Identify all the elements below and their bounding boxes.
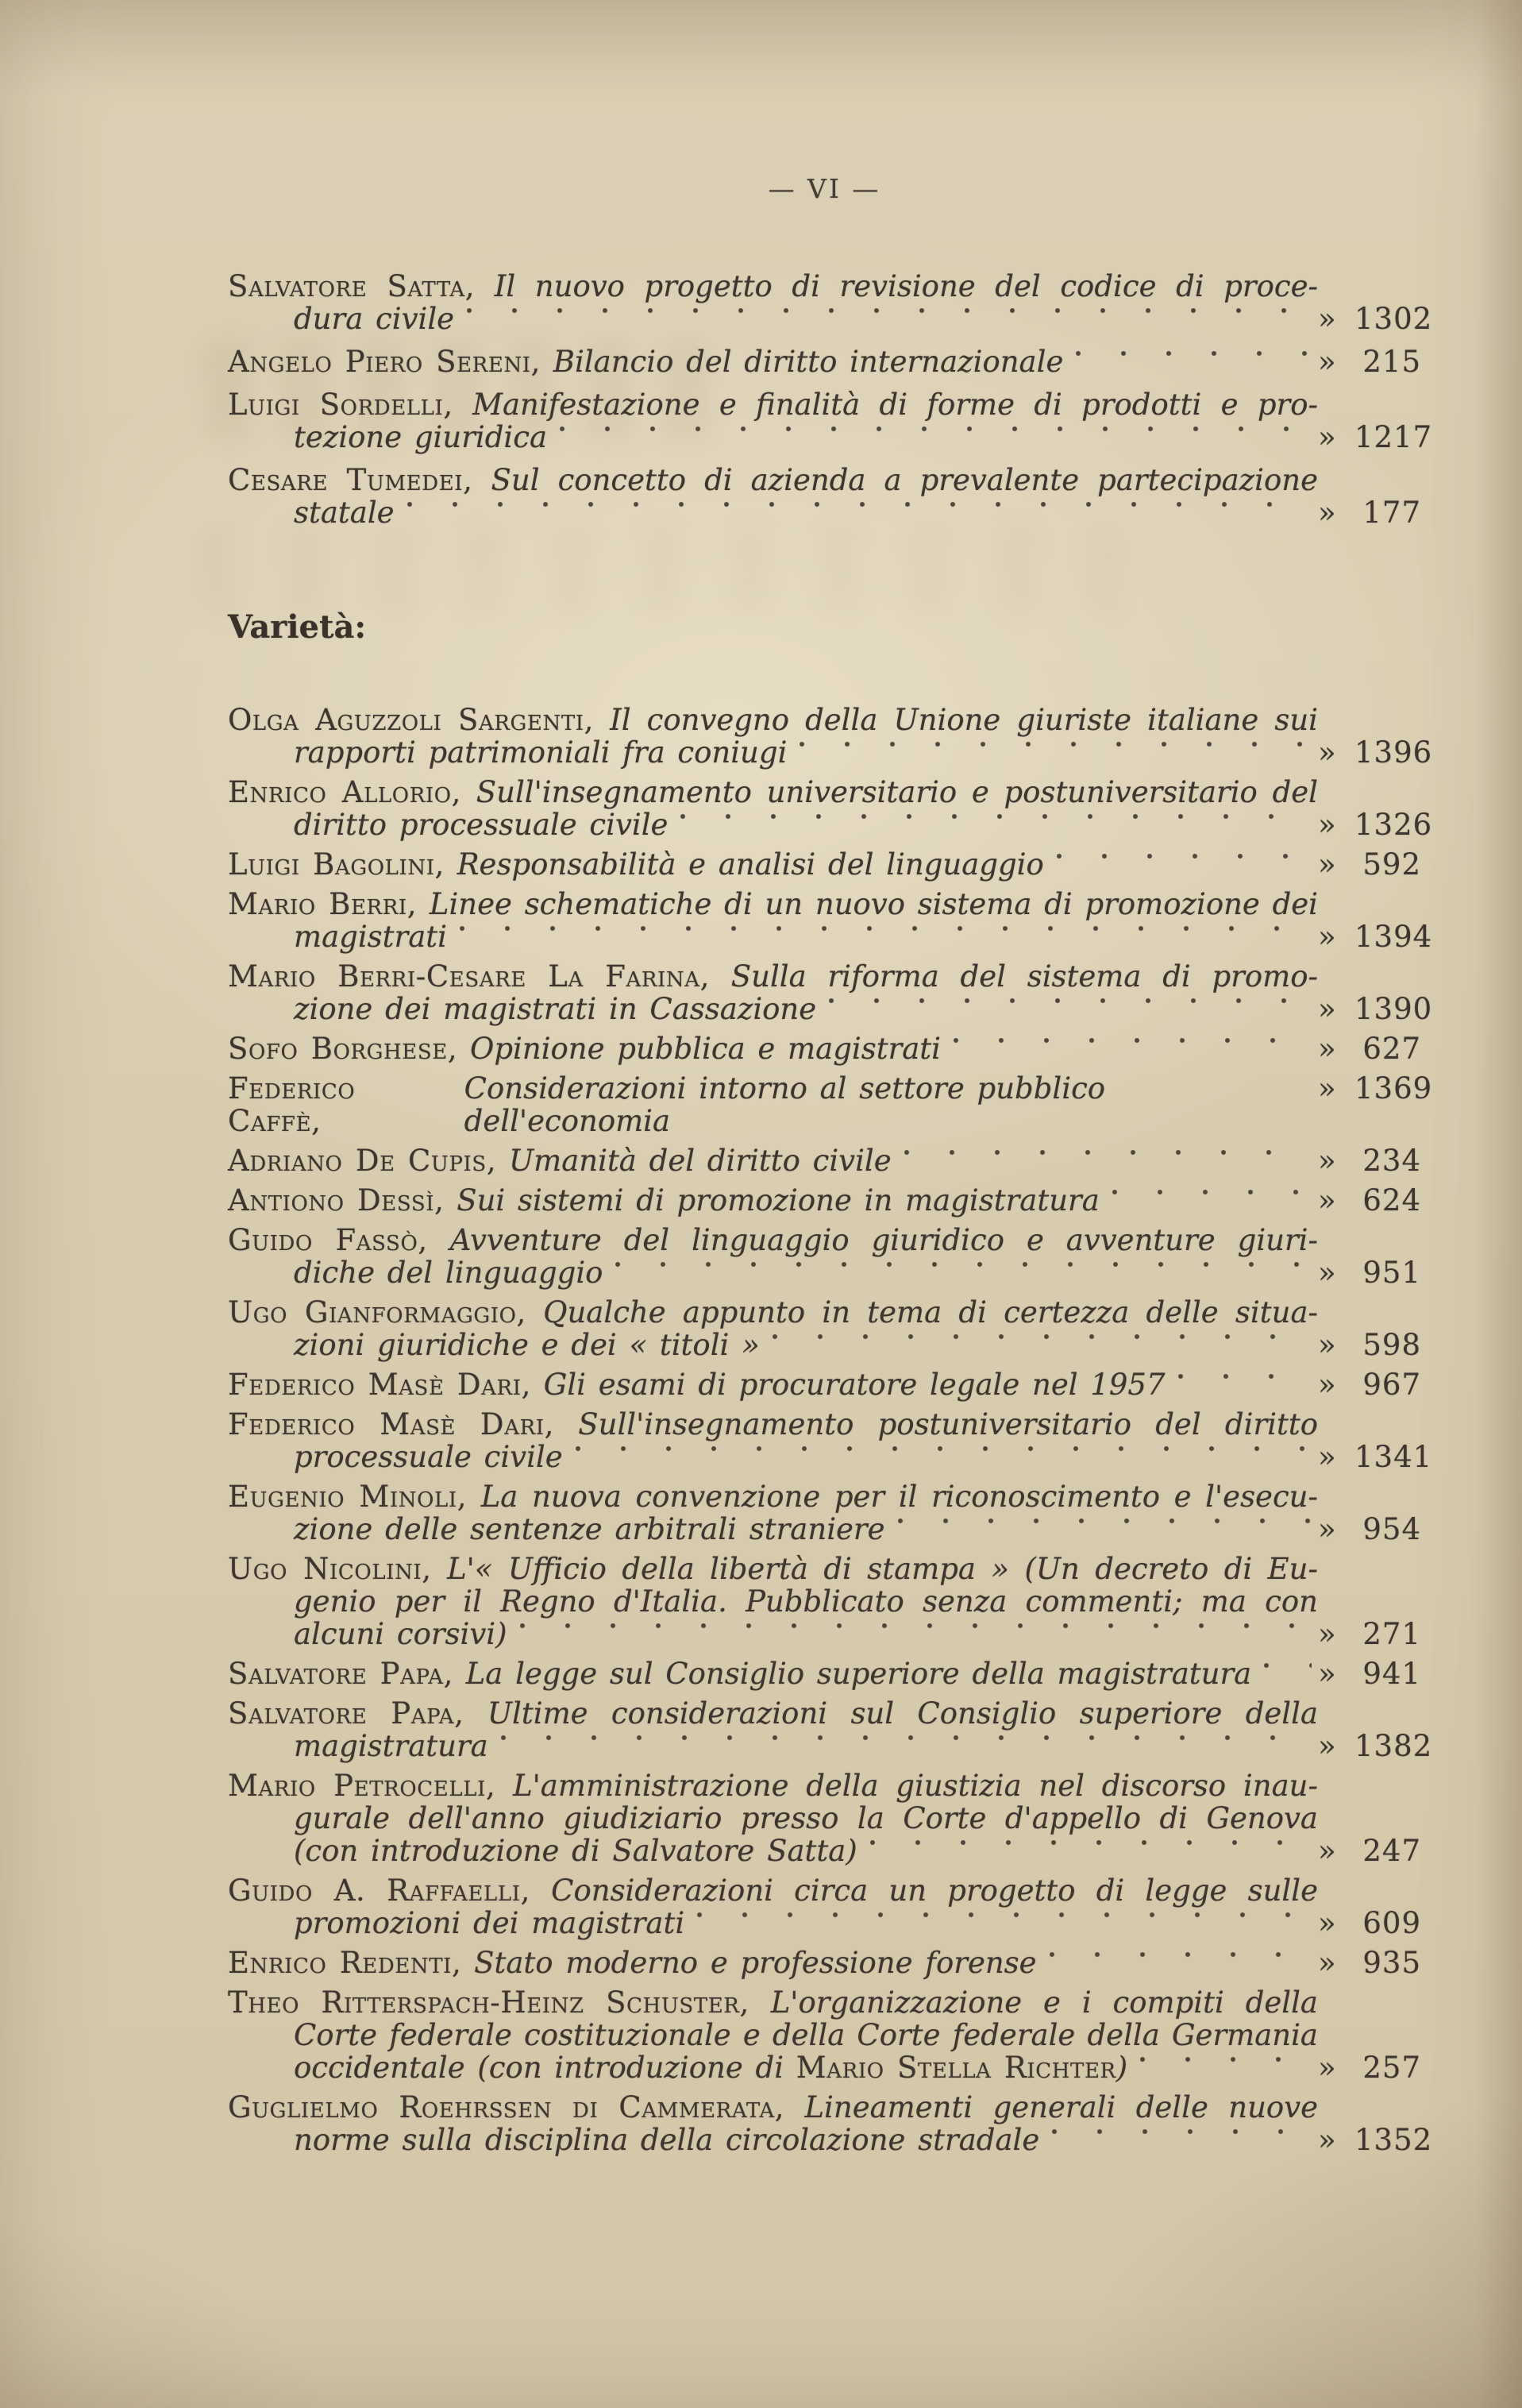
dot-leader <box>1178 1374 1312 1401</box>
toc-entry-page: 627 <box>1362 1032 1421 1066</box>
page-column-marker: » <box>1318 1617 1336 1651</box>
toc-entry-title: statale <box>294 496 395 530</box>
toc-entry-title: processuale civile <box>294 1440 563 1474</box>
toc-entry-title: Sull'insegnamento postuniversitario del diritto <box>578 1407 1318 1441</box>
toc-entry-first-line <box>228 464 1318 496</box>
toc-entry-page: 592 <box>1362 847 1421 882</box>
toc-entry-page: 1394 <box>1354 920 1433 954</box>
toc-entry <box>228 959 1433 1026</box>
toc-entry-title: L'amministrazione della giustizia nel discorso inau- <box>513 1769 1318 1803</box>
toc-entry-first-line <box>228 1874 1318 1907</box>
toc-entry-author: Mario Berri, <box>228 887 418 921</box>
toc-entry-line <box>228 1368 1421 1401</box>
toc-entry <box>228 703 1433 770</box>
toc-entry-title: Responsabilità e analisi del linguaggio <box>457 847 1044 882</box>
toc-entry-title: Il convegno della Unione giuriste italiane sui <box>610 703 1318 737</box>
toc-entry-title: zione dei magistrati in Cassazione <box>294 992 817 1026</box>
page-column-marker: » <box>1318 1144 1336 1178</box>
toc-entry-author: Angelo Piero Sereni, <box>228 345 541 379</box>
page-column-marker: » <box>1318 847 1336 882</box>
toc-entry-author: Theo Ritterspach-Heinz Schuster, <box>228 1985 749 2020</box>
dot-leader <box>407 502 1312 529</box>
toc-entry-page: 1326 <box>1354 808 1433 842</box>
toc-entry-last-line <box>228 2051 1421 2084</box>
toc-entry-first-line <box>228 1697 1318 1730</box>
dot-leader <box>1140 2057 1312 2084</box>
toc-entry-last-line <box>228 496 1421 529</box>
toc-entry-title: Gli esami di procuratore legale nel 1957 <box>543 1368 1166 1402</box>
toc-entry-title: Manifestazione e finalità di forme di prodotti e pro- <box>472 388 1319 422</box>
toc-entry-page: 967 <box>1362 1368 1421 1402</box>
toc-entry-first-line <box>228 888 1318 920</box>
toc-entry-title: magistratura <box>294 1729 488 1763</box>
toc-entry-page: 271 <box>1362 1617 1421 1651</box>
toc-entry-page: 954 <box>1362 1512 1421 1546</box>
toc-entry-title: dura civile <box>294 302 455 336</box>
toc-entry-title: Sull'insegnamento universitario e postuniversitario del <box>476 775 1318 809</box>
toc-entry-author: Salvatore Papa, <box>228 1657 453 1691</box>
toc-entry-first-line <box>228 1553 1318 1585</box>
toc-entry-page: 609 <box>1362 1906 1421 1940</box>
toc-entry-title: La nuova convenzione per il riconoscimento e l'esecu- <box>480 1480 1319 1514</box>
page-column-marker: » <box>1318 1657 1336 1691</box>
dot-leader <box>870 1840 1312 1867</box>
toc-entry-line <box>228 1657 1421 1690</box>
toc-entry-author: Eugenio Minoli, <box>228 1480 468 1514</box>
page-column-marker: » <box>1318 808 1336 842</box>
toc-entry-author: Sofo Borghese, <box>228 1032 458 1066</box>
toc-continuation-list <box>228 269 1433 530</box>
toc-entry <box>228 1224 1421 1289</box>
toc-entry-first-line <box>228 1408 1318 1441</box>
toc-entry-line <box>228 1032 1421 1065</box>
toc-entry-page: 935 <box>1362 1946 1421 1980</box>
toc-entry-page: 1382 <box>1354 1729 1433 1763</box>
toc-entry <box>228 848 1421 881</box>
toc-entry-page: 941 <box>1362 1657 1421 1691</box>
toc-entry-line <box>228 848 1421 881</box>
page-column-marker: » <box>1318 1328 1336 1362</box>
toc-entry-title: magistrati <box>294 920 447 954</box>
toc-entry-title: zione delle sentenze arbitrali straniere <box>294 1512 885 1546</box>
dot-leader <box>680 814 1312 841</box>
page-column-marker: » <box>1318 920 1336 954</box>
toc-entry-page: 624 <box>1362 1183 1421 1218</box>
toc-entry-last-line <box>228 992 1433 1026</box>
toc-entry <box>228 1874 1421 1939</box>
toc-entry-last-line <box>228 808 1433 842</box>
toc-entry <box>228 1657 1421 1690</box>
toc-entry-title: La legge sul Consiglio superiore della magistratura <box>465 1657 1252 1691</box>
toc-entry-last-line <box>228 1513 1421 1546</box>
dot-leader <box>800 742 1312 769</box>
toc-entry-page: 177 <box>1362 496 1421 530</box>
toc-entry-first-line <box>228 960 1318 993</box>
toc-entry-title: alcuni corsivi) <box>294 1617 507 1651</box>
toc-entry-last-line <box>228 1618 1421 1650</box>
toc-entry-author: Federico Caffè, <box>228 1071 356 1138</box>
dot-leader <box>1057 854 1312 881</box>
toc-entry-title: Linee schematiche di un nuovo sistema di promozione dei <box>429 887 1318 921</box>
toc-entry-line <box>228 345 1421 378</box>
toc-entry-author: Ugo Gianformaggio, <box>228 1295 526 1329</box>
toc-entry-page: 215 <box>1362 345 1421 379</box>
toc-entry-last-line <box>228 1256 1421 1289</box>
page-column-marker: » <box>1318 1834 1336 1868</box>
dot-leader <box>954 1038 1312 1065</box>
page-column-marker: » <box>1318 1906 1336 1940</box>
toc-entry-first-line <box>228 776 1318 808</box>
toc-entry-title: Qualche appunto in tema di certezza delle situa- <box>543 1295 1319 1329</box>
toc-entry-title: (con introduzione di Salvatore Satta) <box>294 1834 857 1868</box>
toc-entry-title: promozioni dei magistrati <box>294 1906 685 1940</box>
toc-entry-author: Mario Petrocelli, <box>228 1769 496 1803</box>
toc-entry-first-line <box>228 388 1318 421</box>
toc-entry <box>228 269 1433 336</box>
toc-entry-title: Ultime considerazioni sul Consiglio superiore della <box>487 1696 1319 1731</box>
dot-leader <box>1112 1190 1312 1217</box>
toc-entry-title: Opinione pubblica e magistrati <box>470 1032 942 1066</box>
toc-entry-page: 1302 <box>1354 302 1433 336</box>
section-heading-varieta: Varietà: <box>228 608 367 646</box>
toc-entry <box>228 1144 1421 1177</box>
dot-leader <box>1052 2129 1312 2156</box>
toc-entry <box>228 1696 1433 1763</box>
toc-entry-page: 1396 <box>1354 735 1433 770</box>
toc-entry <box>228 1480 1421 1546</box>
toc-entry <box>228 1032 1421 1065</box>
toc-entry-title: Avventure del linguaggio giuridico e avventure giuri- <box>449 1223 1319 1257</box>
toc-entry-title: Considerazioni intorno al settore pubblico dell'economia <box>464 1071 1106 1138</box>
page-column-marker: » <box>1318 2051 1336 2085</box>
toc-entry-page: 1352 <box>1354 2123 1433 2157</box>
toc-entry-title: Bilancio del diritto internazionale <box>553 345 1064 379</box>
toc-entry-last-line <box>228 1329 1421 1361</box>
toc-entry-author: Adriano De Cupis, <box>228 1144 497 1178</box>
toc-entry-page: 257 <box>1362 2051 1421 2085</box>
toc-entry-page: 1369 <box>1354 1071 1433 1106</box>
page-column-marker: » <box>1318 302 1336 336</box>
page-column-marker: » <box>1318 1256 1336 1290</box>
toc-entry-line <box>228 1144 1421 1177</box>
toc-entry-last-line <box>228 302 1433 336</box>
page-column-marker: » <box>1318 1071 1336 1106</box>
page-content <box>228 0 1433 2163</box>
page-column-marker: » <box>1318 1183 1336 1218</box>
dot-leader <box>1050 1952 1312 1979</box>
toc-entry-author: Cesare Tumedei, <box>228 463 473 497</box>
toc-entry-last-line <box>228 920 1433 954</box>
toc-entry-author: Olga Aguzzoli Sargenti, <box>228 703 595 737</box>
dot-leader <box>615 1262 1312 1289</box>
toc-entry-first-line <box>228 270 1318 303</box>
toc-entry-title: L'organizzazione e i compiti della <box>770 1985 1318 2020</box>
toc-entry-first-line <box>228 1296 1318 1329</box>
page-column-marker: » <box>1318 992 1336 1026</box>
toc-varieta-list <box>228 703 1433 2157</box>
toc-entry-author: Federico Masè Dari, <box>228 1407 554 1441</box>
page-column-marker: » <box>1318 1368 1336 1402</box>
toc-entry-author: Enrico Allorio, <box>228 775 462 809</box>
toc-entry <box>228 2090 1433 2157</box>
toc-entry-title: Corte federale costituzionale e della Corte federale della Germania <box>294 2018 1318 2052</box>
toc-entry <box>228 464 1421 529</box>
page-number-header: — VI — <box>768 173 881 204</box>
toc-entry <box>228 775 1433 842</box>
toc-entry-title: norme sulla disciplina della circolazione stradale <box>294 2123 1040 2157</box>
toc-entry-author: Guido Fassò, <box>228 1223 428 1257</box>
toc-entry <box>228 1071 1433 1138</box>
toc-entry-last-line <box>228 420 1433 454</box>
toc-entry-last-line <box>228 1440 1433 1474</box>
toc-entry-mid-line <box>228 1802 1318 1835</box>
toc-entry-author: Salvatore Satta, <box>228 269 476 303</box>
toc-entry-author: Federico Masè Dari, <box>228 1368 531 1402</box>
toc-entry-last-line <box>228 2123 1433 2157</box>
toc-entry-title: genio per il Regno d'Italia. Pubblicato senza commenti; ma con <box>294 1584 1318 1619</box>
toc-entry-page: 1390 <box>1354 992 1433 1026</box>
page-column-marker: » <box>1318 735 1336 770</box>
dot-leader <box>829 998 1312 1025</box>
toc-entry-title: zioni giuridiche e dei « titoli » <box>294 1328 760 1362</box>
toc-entry-first-line <box>228 1224 1318 1256</box>
toc-entry-mid-line <box>228 1585 1318 1618</box>
dot-leader <box>1264 1663 1312 1690</box>
toc-entry <box>228 1553 1421 1650</box>
dot-leader <box>520 1623 1312 1650</box>
toc-entry-author: Ugo Nicolini, <box>228 1552 432 1586</box>
toc-entry-title: Umanità del diritto civile <box>508 1144 892 1178</box>
toc-entry-title: Sul concetto di azienda a prevalente partecipazione <box>491 463 1318 497</box>
page-column-marker: » <box>1318 420 1336 454</box>
toc-entry-first-line <box>228 1769 1318 1802</box>
toc-entry-page: 1217 <box>1354 420 1433 454</box>
toc-entry-first-line <box>228 704 1318 736</box>
page-column-marker: » <box>1318 345 1336 379</box>
dot-leader <box>467 308 1312 335</box>
toc-entry-last-line <box>228 1907 1421 1939</box>
toc-entry-title: gurale dell'anno giudiziario presso la Corte d'appello di Genova <box>294 1801 1318 1835</box>
dot-leader <box>697 1912 1312 1939</box>
toc-entry-page: 951 <box>1362 1256 1421 1290</box>
toc-entry-title: rapporti patrimoniali fra coniugi <box>294 735 788 770</box>
toc-entry <box>228 345 1421 378</box>
toc-entry-first-line <box>228 1480 1318 1513</box>
toc-entry-line <box>228 1947 1421 1979</box>
toc-entry-mid-line <box>228 2019 1318 2051</box>
toc-entry-line <box>228 1184 1421 1217</box>
toc-entry-author: Guido A. Raffaelli, <box>228 1874 530 1908</box>
toc-entry-title: L'« Ufficio della libertà di stampa » (Un decreto di Eu- <box>447 1552 1318 1586</box>
toc-entry-author: Luigi Sordelli, <box>228 388 453 422</box>
dot-leader <box>773 1334 1312 1361</box>
toc-entry <box>228 1184 1421 1217</box>
dot-leader <box>1300 1110 1312 1137</box>
toc-entry-page: 598 <box>1362 1328 1421 1362</box>
toc-entry-page: 247 <box>1362 1834 1421 1868</box>
page-column-marker: » <box>1318 1440 1336 1474</box>
toc-entry-title: Il nuovo progetto di revisione del codice di proce- <box>494 269 1318 303</box>
toc-entry-last-line <box>228 1835 1421 1867</box>
toc-entry-title: Lineamenti generali delle nuove <box>804 2090 1318 2124</box>
toc-entry <box>228 1368 1421 1401</box>
page-column-marker: » <box>1318 1032 1336 1066</box>
toc-entry <box>228 388 1433 454</box>
toc-entry <box>228 1769 1421 1867</box>
dot-leader <box>898 1519 1312 1546</box>
toc-entry-line <box>228 1071 1433 1138</box>
page-column-marker: » <box>1318 1729 1336 1763</box>
page-column-marker: » <box>1318 496 1336 530</box>
page-column-marker: » <box>1318 2123 1336 2157</box>
toc-entry-author: Salvatore Papa, <box>228 1696 464 1731</box>
toc-entry-last-line <box>228 735 1433 770</box>
page-column-marker: » <box>1318 1946 1336 1980</box>
page-column-marker: » <box>1318 1512 1336 1546</box>
toc-entry <box>228 887 1433 954</box>
toc-entry-title: Considerazioni circa un progetto di legge sulle <box>551 1874 1318 1908</box>
dot-leader <box>560 426 1312 453</box>
toc-entry-author: Luigi Bagolini, <box>228 847 445 882</box>
toc-entry-title: Stato moderno e professione forense <box>474 1946 1037 1980</box>
toc-entry <box>228 1986 1421 2084</box>
toc-entry-author: Antiono Dessì, <box>228 1183 445 1218</box>
toc-entry-first-line <box>228 2091 1318 2124</box>
toc-entry-author: Guglielmo Roehrssen di Cammerata, <box>228 2090 785 2124</box>
toc-entry-author: Enrico Redenti, <box>228 1946 462 1980</box>
dot-leader <box>501 1735 1312 1762</box>
toc-entry-title: Sui sistemi di promozione in magistratura <box>457 1183 1100 1218</box>
dot-leader <box>460 926 1312 953</box>
dot-leader <box>1076 351 1312 378</box>
dot-leader <box>576 1446 1312 1473</box>
toc-entry-first-line <box>228 1986 1318 2019</box>
toc-entry-page: 1341 <box>1354 1440 1433 1474</box>
toc-entry <box>228 1407 1433 1474</box>
toc-entry-title: Sulla riforma del sistema di promo- <box>730 959 1319 994</box>
toc-entry-title: diritto processuale civile <box>294 808 669 842</box>
toc-entry <box>228 1947 1421 1979</box>
toc-entry-title: occidentale (con introduzione di Mario Stella Richter) <box>294 2051 1128 2085</box>
toc-entry-author: Mario Berri-Cesare La Farina, <box>228 959 710 994</box>
toc-entry-title: tezione giuridica <box>294 420 548 454</box>
toc-entry <box>228 1296 1421 1361</box>
toc-entry-title: diche del linguaggio <box>294 1256 603 1290</box>
toc-entry-last-line <box>228 1729 1433 1763</box>
toc-entry-page: 234 <box>1362 1144 1421 1178</box>
dot-leader <box>904 1150 1312 1177</box>
